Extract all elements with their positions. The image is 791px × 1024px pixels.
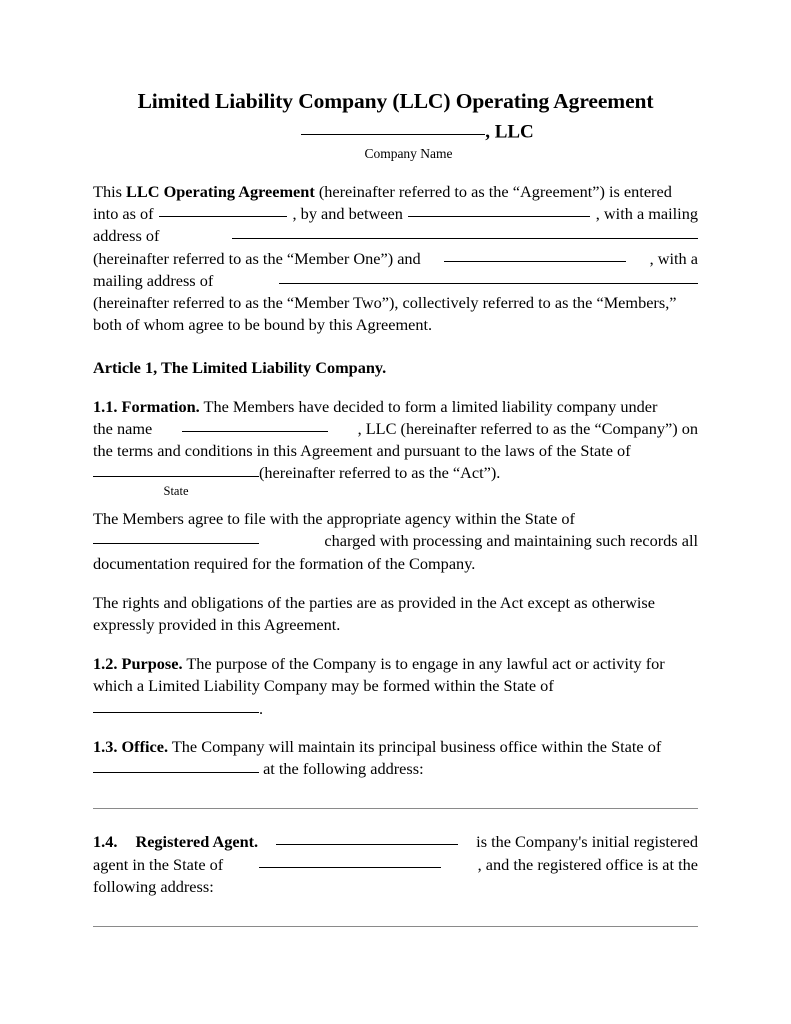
purpose-state-blank[interactable] bbox=[93, 699, 259, 713]
intro-with-mailing: , with a mailing bbox=[595, 204, 698, 224]
office-following-address: at the following address: bbox=[263, 759, 424, 779]
registered-agent-text-1: is the Company's initial registered bbox=[476, 832, 698, 852]
article-1-heading: Article 1, The Limited Liability Company. bbox=[93, 357, 387, 377]
office-address-rule[interactable] bbox=[93, 808, 698, 809]
section-1-4-line-3: following address: bbox=[93, 876, 214, 896]
intro-line-2 bbox=[93, 203, 698, 225]
filing-line-1: The Members agree to file with the appropriate agency within the State of bbox=[93, 509, 575, 529]
section-1-4-line-2 bbox=[93, 854, 698, 876]
section-1-1-line-1 bbox=[93, 396, 698, 418]
section-1-2-line-3 bbox=[93, 698, 698, 720]
section-1-1-line-4 bbox=[93, 462, 698, 498]
company-name-caption-row bbox=[93, 145, 698, 163]
paragraph-filing bbox=[93, 508, 698, 575]
intro-line-3 bbox=[93, 225, 698, 247]
section-1-1-line-2 bbox=[93, 418, 698, 440]
intro-into-as-of: into as of bbox=[93, 204, 154, 224]
state-caption: State bbox=[163, 483, 189, 498]
section-1-1-text-1: The Members have decided to form a limited liability company under bbox=[203, 396, 658, 416]
company-name-title-line bbox=[93, 119, 698, 144]
formation-the-name: the name bbox=[93, 419, 153, 438]
intro-by-and-between: , by and between bbox=[292, 204, 403, 224]
intro-text-this: This bbox=[93, 181, 127, 201]
state-blank-group bbox=[93, 462, 259, 498]
llc-suffix: , LLC bbox=[485, 121, 534, 143]
intro-bold-llc-operating-agreement: LLC Operating Agreement bbox=[126, 181, 315, 201]
intro-line-7: both of whom agree to be bound by this Agreement. bbox=[93, 315, 433, 335]
section-1-4-label: Registered Agent. bbox=[135, 832, 259, 852]
section-1-2-number: 1.2. bbox=[93, 654, 118, 674]
member-two-name-blank[interactable] bbox=[444, 248, 626, 262]
section-1-1-label: Formation. bbox=[121, 396, 200, 416]
formation-llc-hereinafter: , LLC (hereinafter referred to as the “Company”) on bbox=[357, 419, 698, 438]
section-1-3-line-1 bbox=[93, 736, 698, 758]
registered-agent-state-blank[interactable] bbox=[259, 854, 441, 868]
office-state-blank[interactable] bbox=[93, 759, 259, 773]
company-name-caption: Company Name bbox=[364, 145, 453, 161]
member-one-address-blank[interactable] bbox=[232, 225, 698, 239]
rights-line-2: expressly provided in this Agreement. bbox=[93, 615, 341, 635]
rights-line-1: The rights and obligations of the parties are as provided in the Act except as otherwise bbox=[93, 592, 655, 612]
section-1-2-line-2: which a Limited Liability Company may be formed within the State of bbox=[93, 676, 554, 696]
section-1-1-formation bbox=[93, 396, 698, 498]
date-blank[interactable] bbox=[159, 203, 287, 217]
company-name-blank[interactable] bbox=[301, 119, 485, 136]
document-title-block bbox=[93, 88, 698, 163]
filing-line-3: documentation required for the formation of the Company. bbox=[93, 553, 476, 573]
intro-mailing-address-of: mailing address of bbox=[93, 270, 214, 290]
member-two-address-blank[interactable] bbox=[279, 270, 698, 284]
registered-office-address-rule[interactable] bbox=[93, 926, 698, 927]
intro-line-4 bbox=[93, 248, 698, 270]
company-legal-name-blank[interactable] bbox=[182, 418, 328, 432]
section-1-3-number: 1.3. bbox=[93, 736, 118, 756]
section-1-3-text-1: The Company will maintain its principal business office within the State of bbox=[171, 736, 662, 756]
registered-agent-text-2: , and the registered office is at the bbox=[477, 854, 698, 874]
intro-line-5 bbox=[93, 270, 698, 292]
registered-agent-state-label: agent in the State of bbox=[93, 854, 224, 874]
section-1-1-line-3: the terms and conditions in this Agreement and pursuant to the laws of the State of bbox=[93, 441, 631, 461]
page-title: Limited Liability Company (LLC) Operating Agreement bbox=[137, 89, 654, 113]
section-1-3-line-2 bbox=[93, 758, 698, 780]
paragraph-rights bbox=[93, 592, 698, 636]
document-content bbox=[93, 88, 698, 927]
section-1-2-label: Purpose. bbox=[121, 654, 183, 674]
filing-state-blank[interactable] bbox=[93, 530, 259, 544]
section-1-3-label: Office. bbox=[121, 736, 169, 756]
formation-act-text: (hereinafter referred to as the “Act”). bbox=[259, 463, 501, 483]
section-1-4-number: 1.4. bbox=[93, 832, 118, 852]
formation-state-blank[interactable] bbox=[93, 463, 259, 477]
filing-line-2 bbox=[93, 530, 698, 552]
registered-agent-name-blank[interactable] bbox=[276, 831, 458, 845]
section-1-4-registered-agent bbox=[93, 831, 698, 927]
section-1-3-office bbox=[93, 736, 698, 809]
purpose-period: . bbox=[259, 698, 264, 718]
intro-member-one-label: (hereinafter referred to as the “Member One”) and bbox=[93, 248, 421, 268]
member-one-name-blank[interactable] bbox=[408, 203, 590, 217]
intro-text-hereinafter: (hereinafter referred to as the “Agreement”) is entered bbox=[314, 181, 672, 201]
intro-paragraph bbox=[93, 181, 698, 337]
section-1-2-purpose bbox=[93, 653, 698, 720]
intro-line-6: (hereinafter referred to as the “Member Two”), collectively referred to as the “Members,” bbox=[93, 293, 677, 313]
intro-line-1 bbox=[93, 181, 698, 203]
section-1-1-number: 1.1. bbox=[93, 396, 118, 416]
intro-address-of-1: address of bbox=[93, 226, 160, 246]
filing-charged-with: charged with processing and maintaining such records all bbox=[324, 531, 698, 551]
section-1-4-line-1 bbox=[93, 831, 698, 853]
section-1-2-line-1 bbox=[93, 653, 698, 675]
section-1-2-text-1: The purpose of the Company is to engage in any lawful act or activity for bbox=[186, 654, 665, 674]
intro-with-a: , with a bbox=[649, 248, 698, 268]
